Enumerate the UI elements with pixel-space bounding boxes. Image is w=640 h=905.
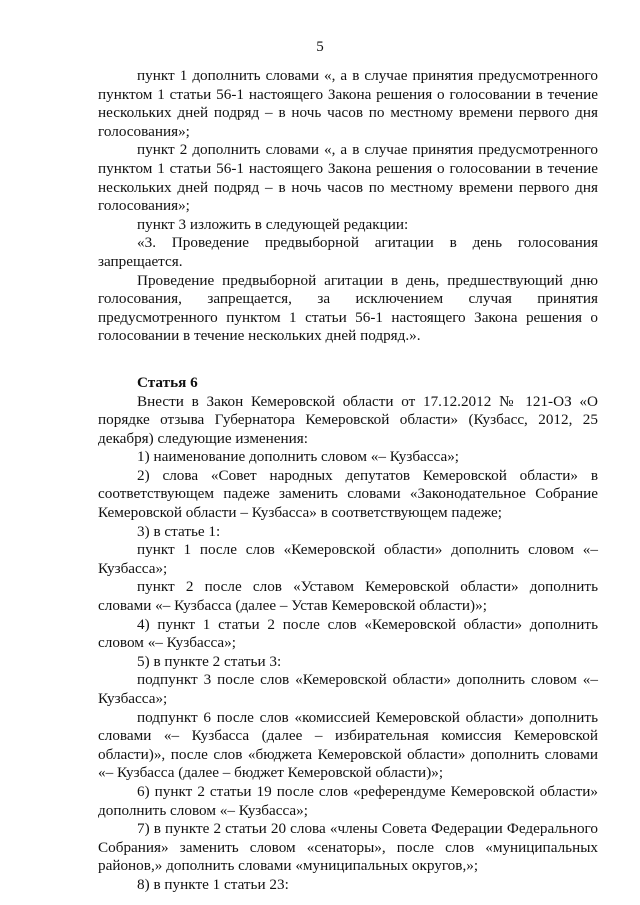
paragraph: 7) в пункте 2 статьи 20 слова «члены Совета Федерации Федерального Собрания» заменить словом «сенаторы», после слов «муниципальных районов,» дополнить словами «муниципальных округов,»; — [98, 820, 598, 875]
paragraph: пункт 2 после слов «Уставом Кемеровской области» дополнить словами «– Кузбасса (далее – Устав Кемеровской области)»; — [98, 578, 598, 615]
paragraph: «3. Проведение предвыборной агитации в день голосования запрещается. — [98, 234, 598, 270]
paragraph: 4) пункт 1 статьи 2 после слов «Кемеровской области» дополнить словом «– Кузбасса»; — [98, 615, 598, 652]
paragraph: пункт 3 изложить в следующей редакции: — [137, 215, 409, 233]
article-heading: Статья 6 — [137, 373, 198, 391]
paragraph: 1) наименование дополнить словом «– Кузбасса»; — [137, 448, 460, 466]
section-spacer — [98, 346, 598, 374]
paragraph: 2) слова «Совет народных депутатов Кемеровской области» в соответствующем падеже заменить словами «Законодательное Собрание Кемеровской области – Кузбасса» в соответствующем падеже; — [98, 466, 598, 522]
paragraph: подпункт 3 после слов «Кемеровской области» дополнить словом «– Кузбасса»; — [98, 671, 598, 707]
document-body — [98, 67, 598, 895]
paragraph: пункт 1 после слов «Кемеровской области» дополнить словом «– Кузбасса»; — [98, 541, 598, 577]
paragraph: Проведение предвыборной агитации в день, предшествующий дню голосования, запрещается, за исключением случая принятия предусмотренного пунктом 1 статьи 56-1 настоящего Закона решения о голосовании в течение нескольких дней подряд.». — [98, 271, 598, 345]
paragraph: 3) в статье 1: — [137, 522, 221, 540]
page-number: 5 — [316, 39, 324, 55]
paragraph: Внести в Закон Кемеровской области от 17.12.2012 № 121-ОЗ «О порядке отзыва Губернатора Кемеровской области» (Кузбасс, 2012, 25 декабря) следующие изменения: — [98, 392, 598, 447]
paragraph: 8) в пункте 1 статьи 23: — [137, 875, 289, 893]
paragraph: пункт 2 дополнить словами «, а в случае принятия предусмотренного пунктом 1 статьи 56-1 настоящего Закона решения о голосовании в течение нескольких дней подряд – в ночь часов по местному времени первого дня голосования»; — [98, 141, 598, 215]
paragraph: 6) пункт 2 статьи 19 после слов «референдуме Кемеровской области» дополнить словом «– Кузбасса»; — [98, 782, 598, 819]
paragraph: 5) в пункте 2 статьи 3: — [137, 652, 282, 670]
paragraph: пункт 1 дополнить словами «, а в случае принятия предусмотренного пунктом 1 статьи 56-1 настоящего Закона решения о голосовании в течение нескольких дней подряд – в ночь часов по местному времени первого дня голосования»; — [98, 67, 598, 140]
paragraph: подпункт 6 после слов «комиссией Кемеровской области» дополнить словами «– Кузбасса (далее – избирательная комиссия Кемеровской области)», после слов «бюджета Кемеровской области» дополнить словами «– Кузбасса (далее – бюджет Кемеровской области)»; — [98, 708, 598, 782]
